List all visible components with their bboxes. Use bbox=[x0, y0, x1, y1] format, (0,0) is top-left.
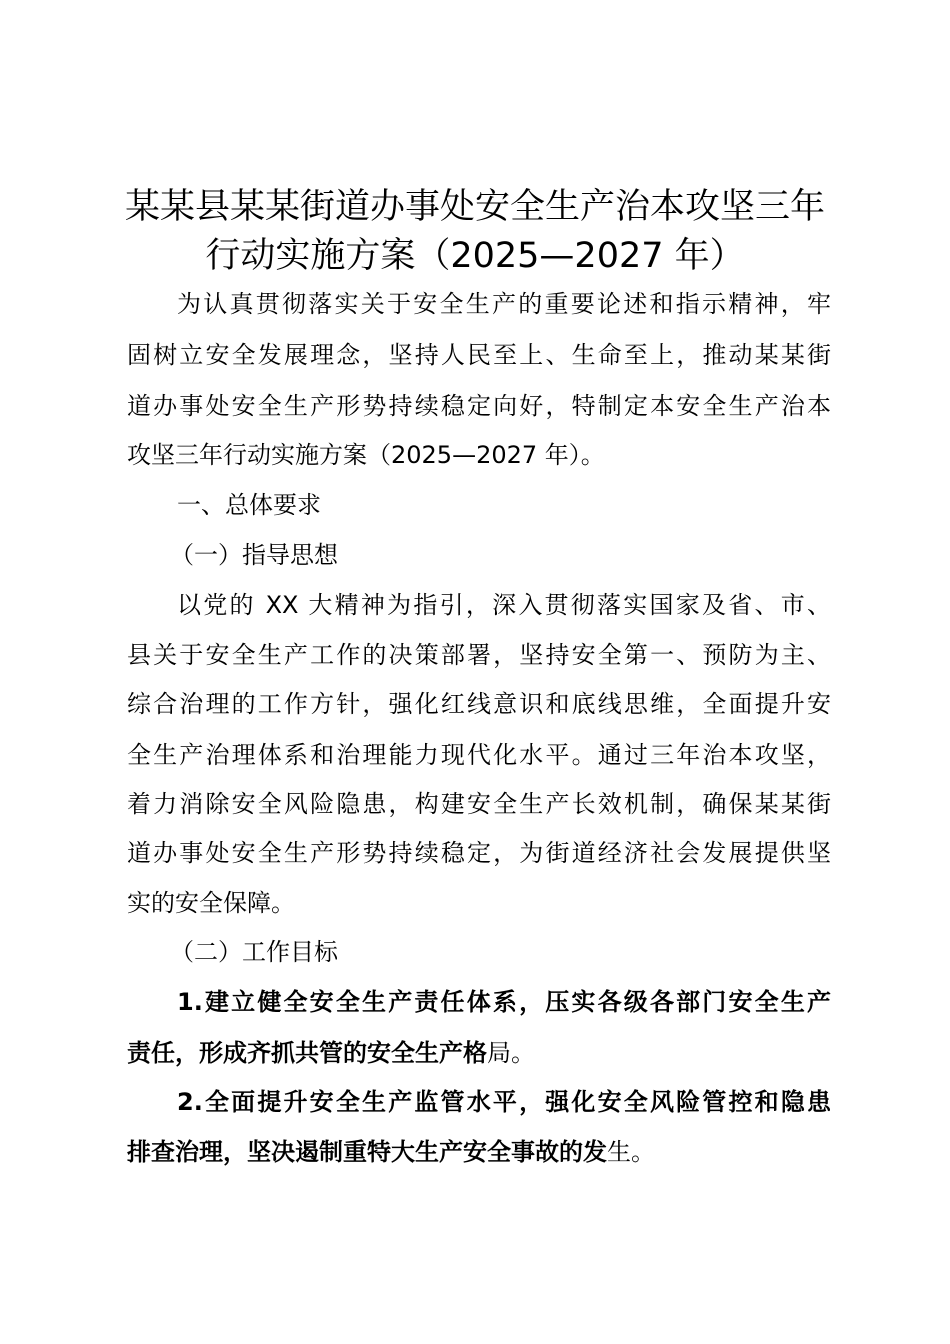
goal-1-line-1: 1.建立健全安全生产责任体系，压实各级各部门安全生产 bbox=[177, 988, 831, 1016]
goal-2-line-2 bbox=[127, 1128, 837, 1176]
guiding-line-4: 全生产治理体系和治理能力现代化水平。通过三年治本攻坚， bbox=[127, 741, 831, 769]
guiding-line-1: 以党的 XX 大精神为指引，深入贯彻落实国家及省、市、 bbox=[177, 591, 831, 619]
intro-line-2: 固树立安全发展理念，坚持人民至上、生命至上，推动某某街 bbox=[127, 341, 831, 369]
goal-1-line-2-bold: 责任，形成齐抓共管的安全生产格 bbox=[127, 1039, 487, 1067]
section-heading-overall-requirements: 一、总体要求 bbox=[177, 491, 321, 519]
intro-line-1: 为认真贯彻落实关于安全生产的重要论述和指示精神，牢 bbox=[177, 290, 831, 318]
goal-2-line-2-tail: 生。 bbox=[607, 1138, 655, 1166]
goal-2-line-2-bold: 排查治理，坚决遏制重特大生产安全事故的发 bbox=[127, 1138, 607, 1166]
goal-1-line-2 bbox=[127, 1029, 837, 1077]
document-title-line-1: 某某县某某街道办事处安全生产治本攻坚三年 bbox=[124, 187, 825, 227]
goal-2-line-1: 2.全面提升安全生产监管水平，强化安全风险管控和隐患 bbox=[177, 1088, 831, 1116]
subsection-heading-work-goals: （二）工作目标 bbox=[170, 938, 338, 966]
guiding-line-3: 综合治理的工作方针，强化红线意识和底线思维，全面提升安 bbox=[127, 690, 831, 718]
intro-line-4: 攻坚三年行动实施方案（2025—2027 年）。 bbox=[127, 441, 605, 469]
intro-line-3: 道办事处安全生产形势持续稳定向好，特制定本安全生产治本 bbox=[127, 392, 831, 420]
guiding-line-7: 实的安全保障。 bbox=[127, 889, 295, 917]
document-title-line-2: 行动实施方案（2025—2027 年） bbox=[205, 236, 745, 276]
guiding-line-5: 着力消除安全风险隐患，构建安全生产长效机制，确保某某街 bbox=[127, 790, 831, 818]
subsection-heading-guiding-thought: （一）指导思想 bbox=[170, 541, 338, 569]
goal-1-line-2-tail: 局。 bbox=[487, 1039, 535, 1067]
guiding-line-6: 道办事处安全生产形势持续稳定，为街道经济社会发展提供坚 bbox=[127, 839, 831, 867]
guiding-line-2: 县关于安全生产工作的决策部署，坚持安全第一、预防为主、 bbox=[127, 641, 831, 669]
